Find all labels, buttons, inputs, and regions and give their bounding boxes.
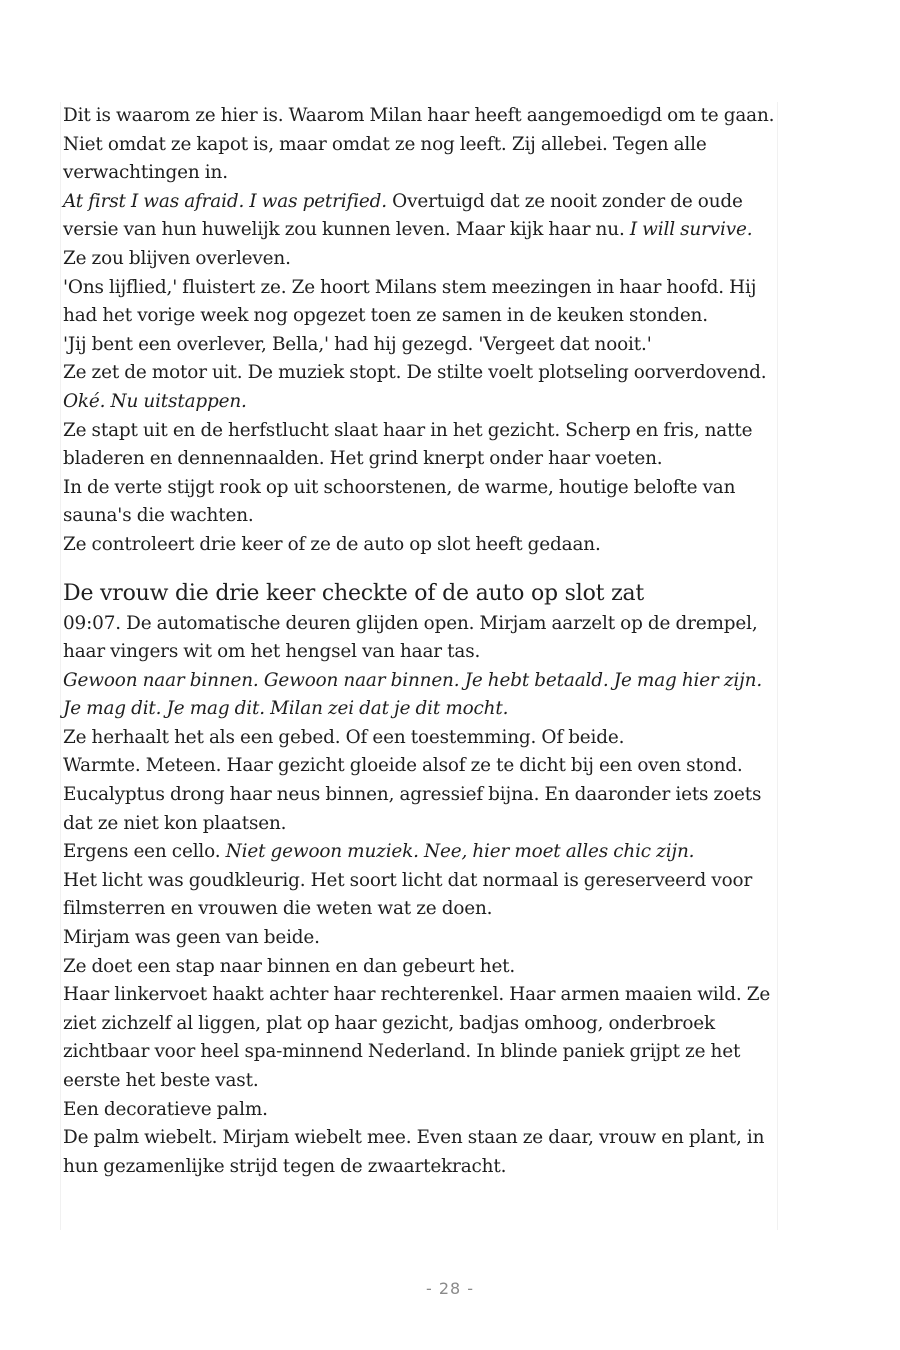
paragraph-italic: Oké. Nu uitstappen.	[63, 390, 247, 412]
paragraph: Ze controleert drie keer of ze de auto op slot heeft gedaan.	[63, 533, 601, 555]
paragraph: Dit is waarom ze hier is. Waarom Milan haar heeft aangemoedigd om te gaan. Niet omdat ze kapot is, maar omdat ze nog leeft. Zij allebei. Tegen alle verwachtingen in.	[63, 105, 775, 184]
paragraph-song-lyrics	[63, 188, 777, 274]
paragraph: 09:07. De automatische deuren glijden open. Mirjam aarzelt op de drempel, haar vingers wit om het hengsel van haar tas.	[63, 612, 758, 663]
paragraph: Mirjam was geen van beide.	[63, 927, 320, 949]
chapter-heading: De vrouw die drie keer checkte of de auto op slot zat	[63, 580, 645, 606]
italic-thought: Niet gewoon muziek. Nee, hier moet alles chic zijn.	[225, 841, 695, 863]
italic-lyric: I will survive.	[629, 219, 753, 241]
paragraph-text: Ergens een cello.	[63, 841, 226, 863]
paragraph: 'Ons lijflied,' fluistert ze. Ze hoort Milans stem meezingen in haar hoofd. Hij had het vorige week nog opgezet toen ze samen in de keuken stonden.	[63, 276, 757, 327]
paragraph-italic: Gewoon naar binnen. Gewoon naar binnen. Je hebt betaald. Je mag hier zijn. Je mag dit. Je mag dit. Milan zei dat je dit mocht.	[63, 669, 763, 720]
paragraph: Het licht was goudkleurig. Het soort licht dat normaal is gereserveerd voor filmsterren en vrouwen die weten wat ze doen.	[63, 869, 753, 920]
paragraph-text: Ze zou blijven overleven.	[63, 247, 291, 269]
paragraph: Warmte. Meteen. Haar gezicht gloeide alsof ze te dicht bij een oven stond. Eucalyptus drong haar neus binnen, agressief bijna. En daaronder iets zoets dat ze niet kon plaatsen.	[63, 755, 762, 834]
page-number: - 28 -	[425, 1279, 475, 1298]
paragraph-text: Overtuigd dat ze nooit zonder de oude versie van hun huwelijk zou kunnen leven. Maar kijk haar nu.	[63, 190, 743, 241]
paragraph-mixed	[63, 838, 777, 867]
paragraph: De palm wiebelt. Mirjam wiebelt mee. Even staan ze daar, vrouw en plant, in hun gezamenlijke strijd tegen de zwaartekracht.	[63, 1127, 765, 1177]
paragraph: Ze stapt uit en de herfstlucht slaat haar in het gezicht. Scherp en fris, natte bladeren en dennennaalden. Het grind knerpt onder haar voeten.	[63, 419, 753, 470]
paragraph: Een decoratieve palm.	[63, 1098, 268, 1120]
paragraph: Ze doet een stap naar binnen en dan gebeurt het.	[63, 955, 516, 977]
paragraph: In de verte stijgt rook op uit schoorstenen, de warme, houtige belofte van sauna's die wachten.	[63, 476, 736, 527]
paragraph: 'Jij bent een overlever, Bella,' had hij gezegd. 'Vergeet dat nooit.'	[63, 333, 652, 355]
text-column	[60, 102, 778, 1230]
paragraph: Haar linkervoet haakt achter haar rechterenkel. Haar armen maaien wild. Ze ziet zichzelf al liggen, plat op haar gezicht, badjas omhoog, onderbroek zichtbaar voor heel spa-minnend Nederland. In blinde paniek grijpt ze het eerste het beste vast.	[63, 984, 771, 1091]
paragraph: Ze zet de motor uit. De muziek stopt. De stilte voelt plotseling oorverdovend.	[63, 362, 767, 384]
paragraph: Ze herhaalt het als een gebed. Of een toestemming. Of beide.	[63, 726, 625, 748]
italic-lyric: At first I was afraid. I was petrified.	[63, 190, 387, 212]
